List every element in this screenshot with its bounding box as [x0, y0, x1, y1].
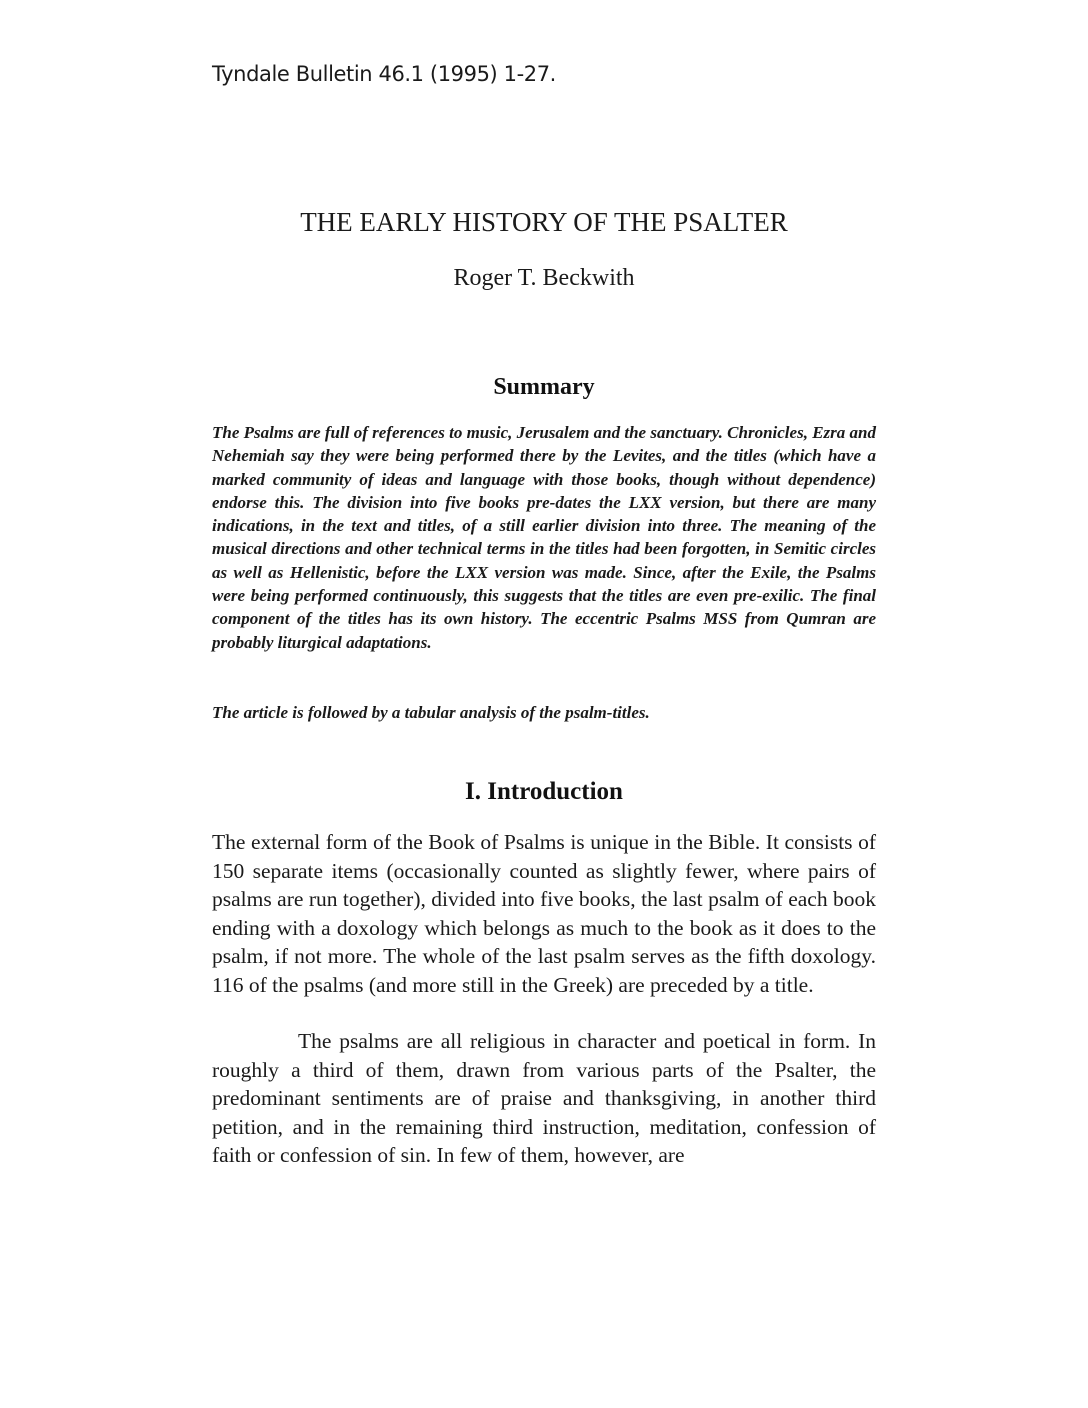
summary-note: The article is followed by a tabular analysis of the psalm-titles. [212, 703, 650, 722]
journal-reference: Tyndale Bulletin 46.1 (1995) 1-27. [212, 62, 556, 86]
section-heading-introduction: I. Introduction [465, 778, 623, 805]
body-paragraph: The psalms are all religious in character and poetical in form. In roughly a third of them, drawn from various parts of the Psalter, the predominant sentiments are of praise and thanksgiving, in another third petition, and in the remaining third instruction, meditation, confession of faith or confession of sin. In few of them, however, are [212, 1029, 876, 1167]
summary-heading: Summary [493, 374, 595, 400]
article-title: THE EARLY HISTORY OF THE PSALTER [300, 207, 788, 237]
summary-paragraph: The Psalms are full of references to music, Jerusalem and the sanctuary. Chronicles, Ezra and Nehemiah say they were being performed there by the Levites, and the titles (which have a marked community of ideas and language with those books, though without dependence) endorse this. The division into five books pre-dates the LXX version, but there are many indications, in the text and titles, of a still earlier division into three. The meaning of the musical directions and other technical terms in the titles had been forgotten, in Semitic circles as well as Hellenistic, before the LXX version was made. Since, after the Exile, the Psalms were being performed continuously, this suggests that the titles are even pre-exilic. The final component of the titles has its own history. The eccentric Psalms MSS from Qumran are probably liturgical adaptations. [212, 423, 876, 652]
body-paragraph: The external form of the Book of Psalms is unique in the Bible. It consists of 150 separate items (occasionally counted as slightly fewer, where pairs of psalms are run together), divided into five books, the last psalm of each book ending with a doxology which belongs as much to the book as it does to the psalm, if not more. The whole of the last psalm serves as the fifth doxology. 116 of the psalms (and more still in the Greek) are preceded by a title. [212, 830, 876, 997]
author-name: Roger T. Beckwith [453, 265, 635, 291]
